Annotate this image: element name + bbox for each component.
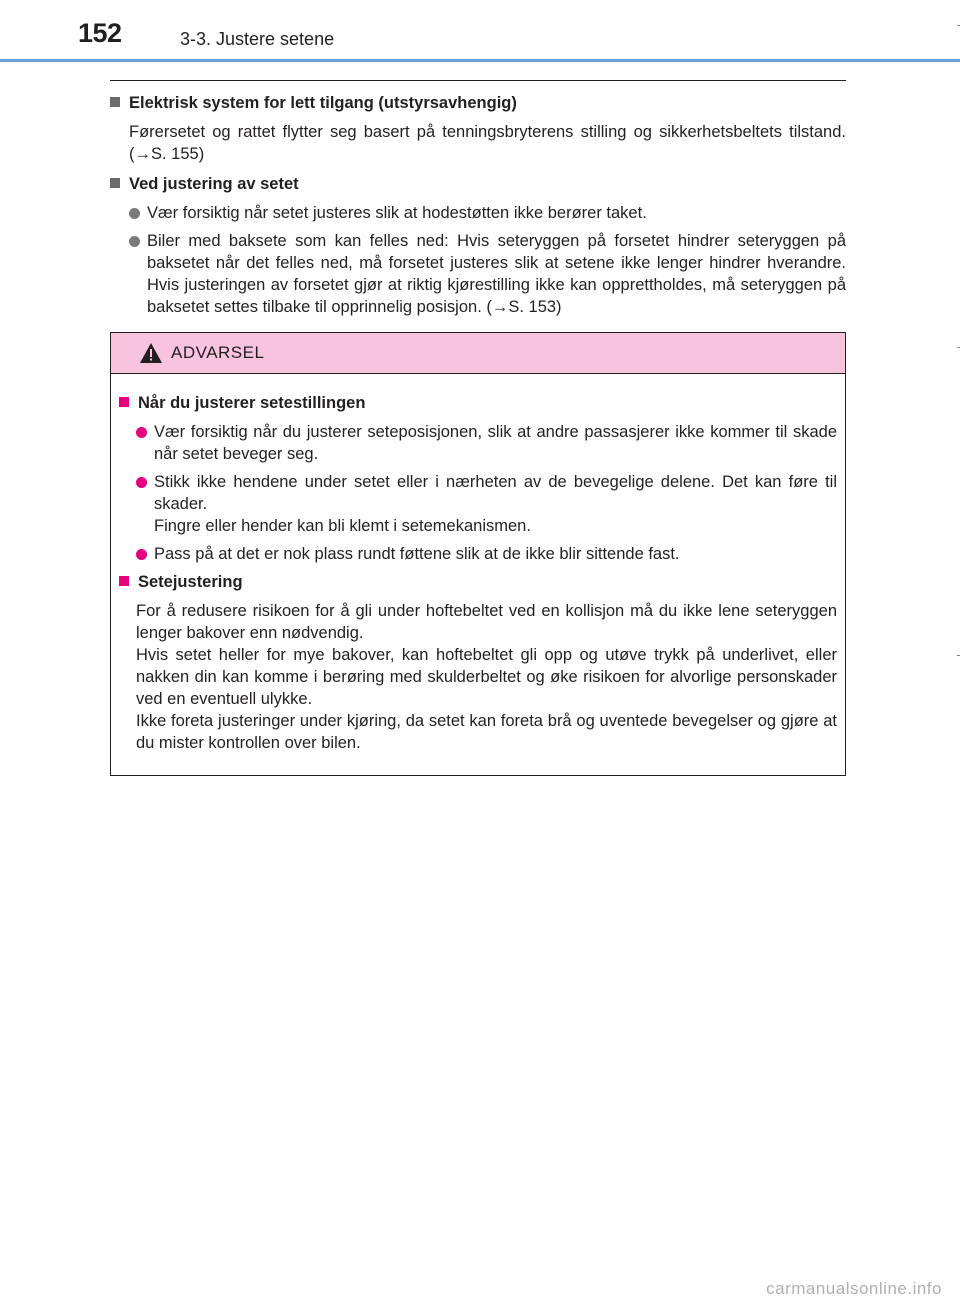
heading-text: Setejustering <box>138 573 243 591</box>
square-bullet-icon <box>119 576 129 586</box>
main-content <box>110 92 846 324</box>
bullet-line: Stikk ikke hendene under setet eller i nærheten av de bevegelige delene. Det kan føre til skader. <box>154 473 837 513</box>
heading-text: Elektrisk system for lett tilgang (utstyrsavhengig) <box>129 94 517 112</box>
paragraph-line: For å redusere risikoen for å gli under hoftebeltet ved en kollisjon må du ikke lene seteryggen lenger bakover enn nødvendig. <box>136 602 837 642</box>
heading-text: Ved justering av setet <box>129 175 299 193</box>
warning-heading-seat-position <box>119 392 837 415</box>
warning-header <box>111 333 845 374</box>
bullet-line: Fingre eller hender kan bli klemt i setemekanismen. <box>154 517 531 535</box>
content-top-rule <box>110 80 846 81</box>
bullet-line: Pass på at det er nok plass rundt føttene slik at de ikke blir sittende fast. <box>154 545 680 563</box>
circle-bullet-icon <box>136 427 147 438</box>
warning-title: ADVARSEL <box>171 343 265 362</box>
list-item <box>129 202 846 224</box>
list-item <box>136 471 837 537</box>
warning-body <box>111 374 845 754</box>
list-item <box>136 421 837 465</box>
paragraph-line: Hvis setet heller for mye bakover, kan hoftebeltet gli opp og utøve trykk på underlivet, eller nakken din kan komme i berøring med skulderbeltet og øke risikoen for alvorlige personskader ved en eventuell ulykke. <box>136 646 837 708</box>
header-divider <box>0 59 960 62</box>
paragraph-line: Ikke foreta justeringer under kjøring, da setet kan foreta brå og uventede bevegelser og gjøre at du mister kontrollen over bilen. <box>136 712 837 752</box>
section-heading-easy-access <box>110 92 846 115</box>
bullet-text <box>154 421 837 465</box>
heading-text: Når du justerer setestillingen <box>138 394 366 412</box>
circle-bullet-icon <box>129 208 140 219</box>
warning-triangle-icon <box>139 342 163 364</box>
bullet-line: Vær forsiktig når du justerer seteposisjonen, slik at andre passasjerer ikke kommer til skade når setet beveger seg. <box>154 423 837 463</box>
circle-bullet-icon <box>129 236 140 247</box>
square-bullet-icon <box>110 178 120 188</box>
section-paragraph: Førersetet og rattet flytter seg basert på tenningsbryterens stilling og sikkerhetsbeltets tilstand. (→S. 155) <box>129 123 846 163</box>
page-number: 152 <box>78 18 122 48</box>
bullet-text <box>154 543 837 565</box>
list-item <box>136 543 837 565</box>
warning-heading-seat-adjustment <box>119 571 837 594</box>
circle-bullet-icon <box>136 549 147 560</box>
square-bullet-icon <box>110 97 120 107</box>
square-bullet-icon <box>119 397 129 407</box>
warning-paragraph <box>136 600 837 754</box>
bullet-text: Vær forsiktig når setet justeres slik at hodestøtten ikke berører taket. <box>147 204 647 222</box>
page-header <box>0 0 960 62</box>
bullet-text: Biler med baksete som kan felles ned: Hvis seteryggen på forsetet hindrer seteryggen på baksetet når det felles ned, må forsetet justeres slik at setene ikke lenger hindrer hverandre. Hvis justeringen av forsetet gjør at riktig kjørestilling ikke kan opprettholdes, må seteryggen på baksetet settes tilbake til opprinnelig posisjon. (→S. 153) <box>147 232 846 316</box>
list-item <box>129 230 846 318</box>
warning-box <box>110 332 846 776</box>
section-heading-adjusting-seat <box>110 173 846 196</box>
bullet-text <box>154 471 837 537</box>
section-title: 3-3. Justere setene <box>180 29 335 49</box>
footer-watermark[interactable]: carmanualsonline.info <box>766 1279 942 1298</box>
circle-bullet-icon <box>136 477 147 488</box>
